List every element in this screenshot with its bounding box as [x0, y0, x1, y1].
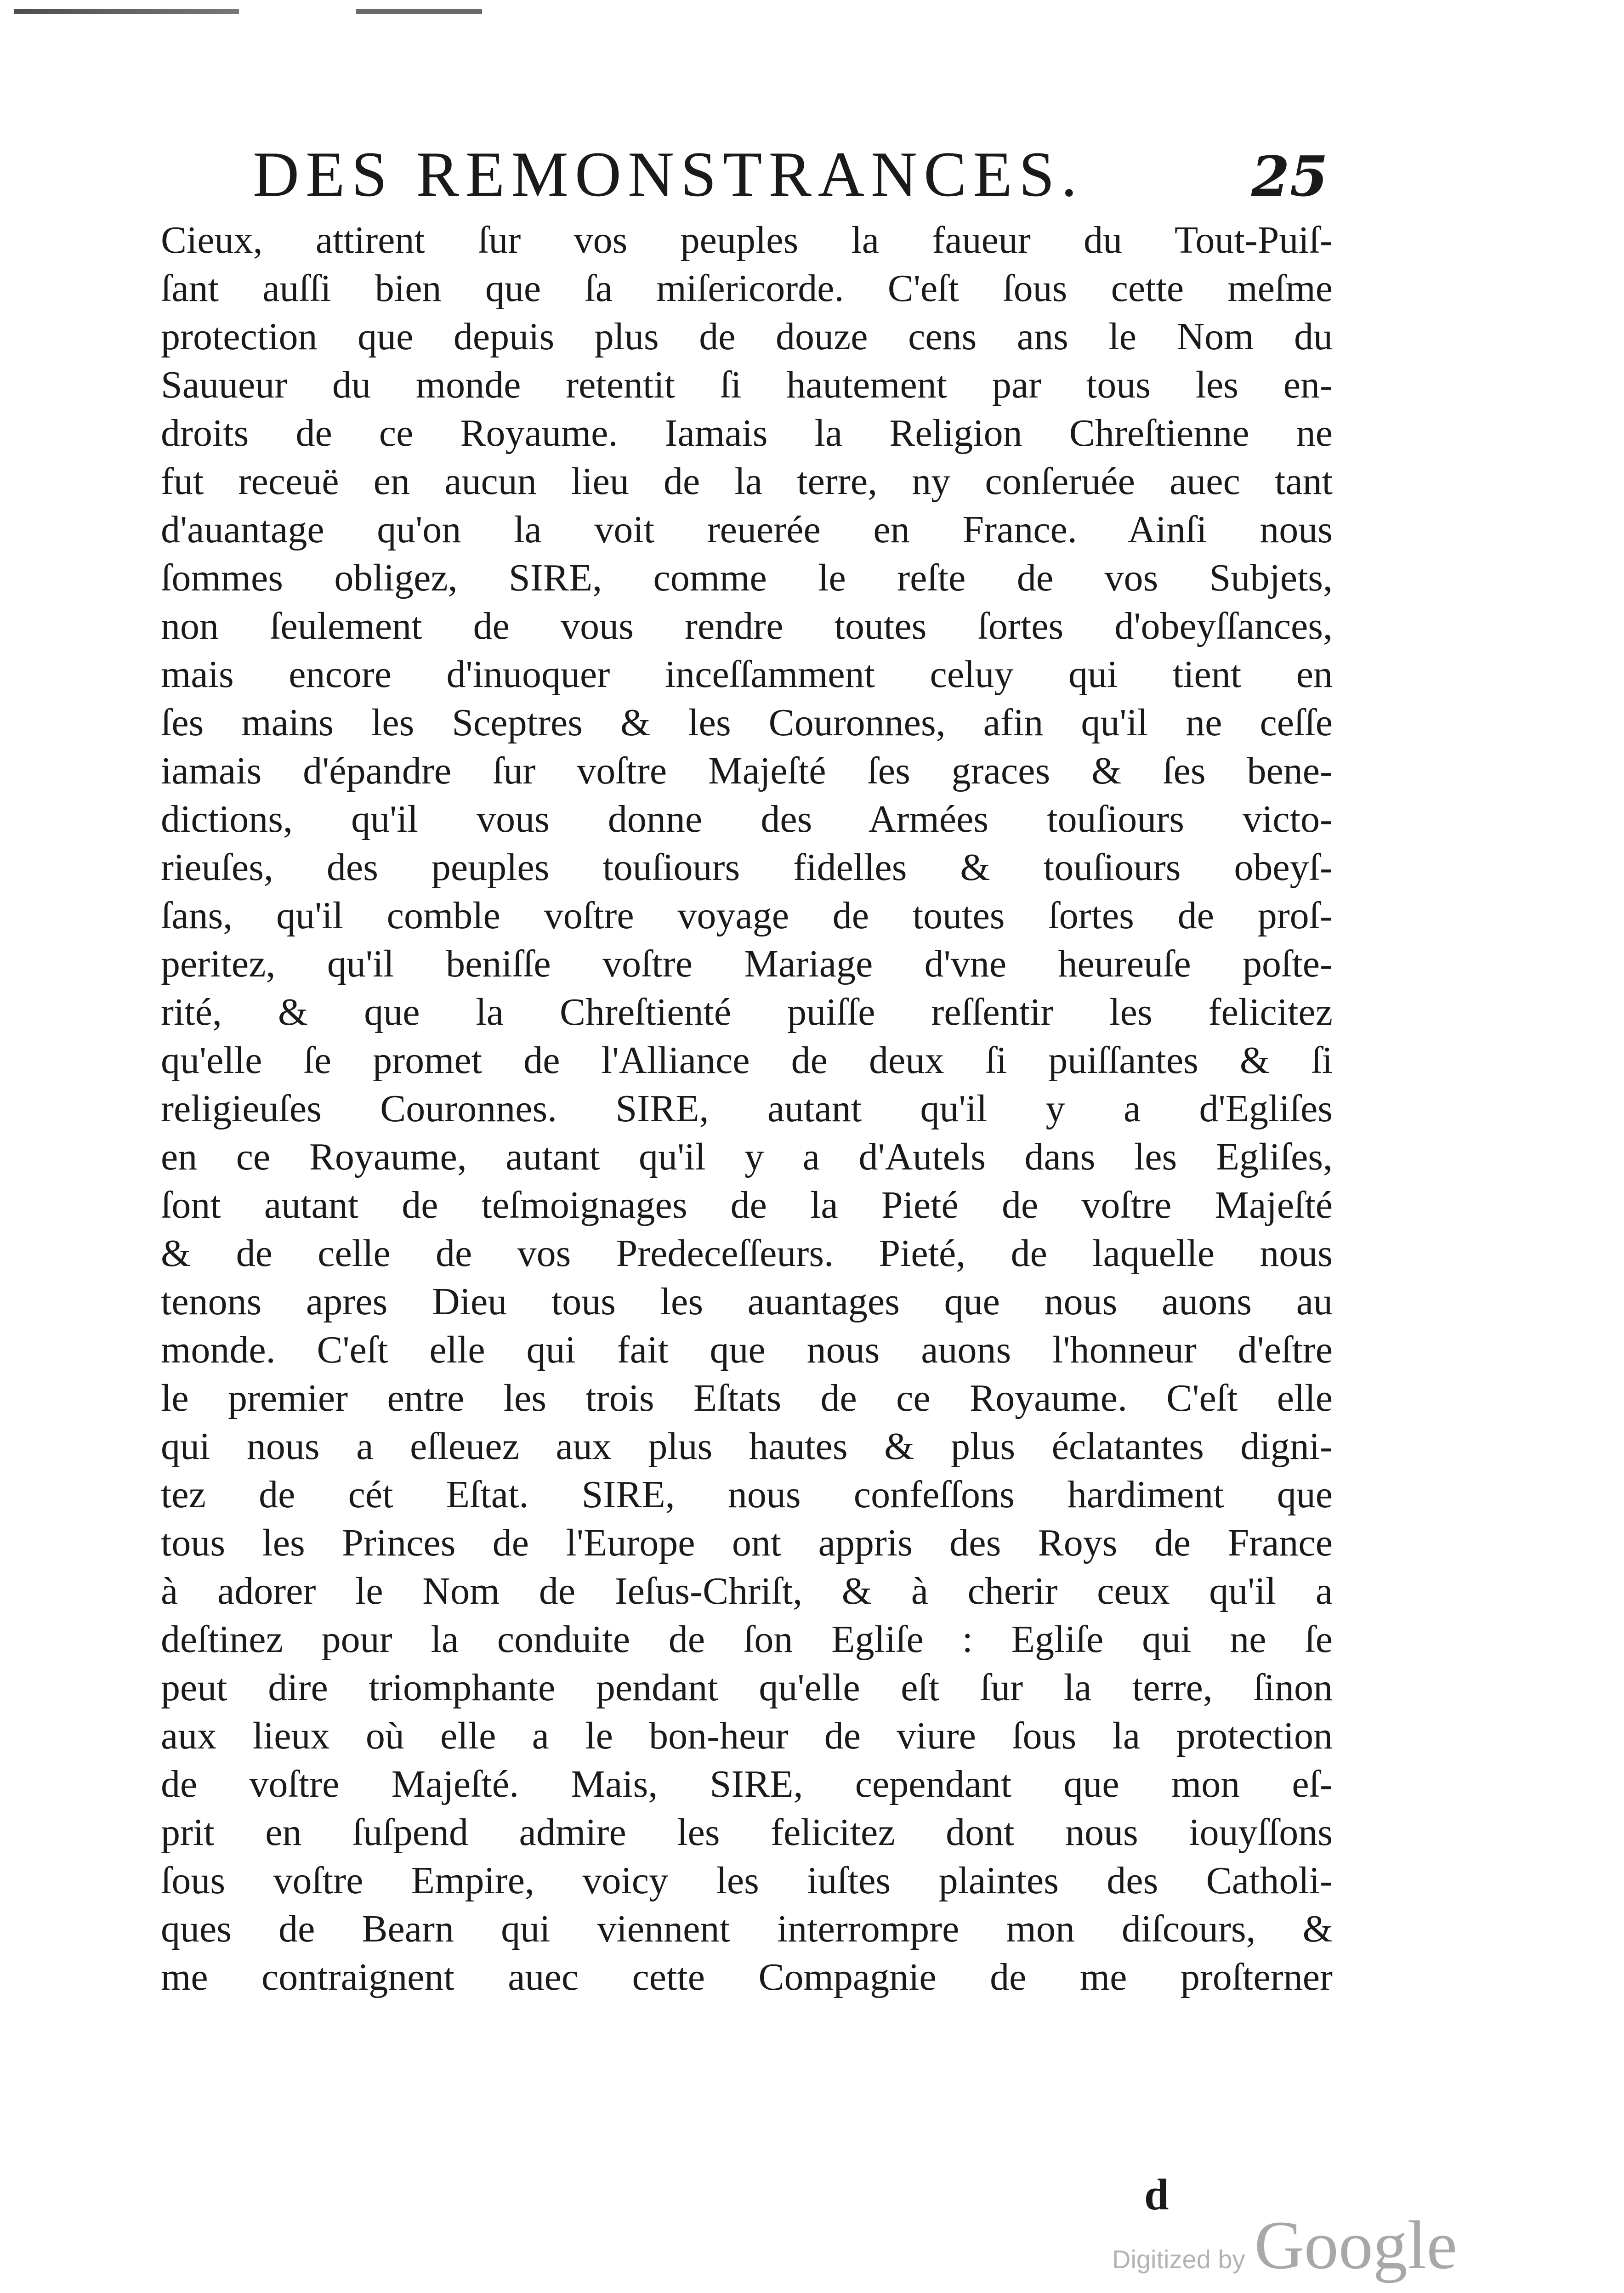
- text-line: Sauueur du monde retentit ſi hautement par tous les en-: [161, 363, 1333, 406]
- running-head-title: DES REMONSTRANCES.: [253, 139, 1084, 210]
- text-line: protection que depuis plus de douze cens ans le Nom du: [161, 315, 1333, 358]
- page-top-edge: [14, 9, 914, 14]
- text-line: deſtinez pour la conduite de ſon Egliſe : Egliſe qui ne ſe: [161, 1618, 1333, 1661]
- text-line: aux lieux où elle a le bon-heur de viure ſous la protection: [161, 1714, 1333, 1757]
- text-line: ſous voſtre Empire, voicy les iuſtes plaintes des Catholi-: [161, 1859, 1333, 1902]
- watermark-prefix: Digitized by: [1112, 2245, 1245, 2274]
- text-line: peritez, qu'il beniſſe voſtre Mariage d'vne heureuſe poſte-: [161, 942, 1333, 985]
- text-line: peut dire triomphante pendant qu'elle eſt ſur la terre, ſinon: [161, 1666, 1333, 1709]
- text-line: Cieux, attirent ſur vos peuples la faueur du Tout-Puiſ-: [161, 219, 1333, 261]
- text-line: tez de cét Eſtat. SIRE, nous confeſſons hardiment que: [161, 1473, 1333, 1516]
- text-line: ſont autant de teſmoignages de la Pieté de voſtre Majeſté: [161, 1184, 1333, 1226]
- text-line: rité, & que la Chreſtienté puiſſe reſſentir les felicitez: [161, 991, 1333, 1033]
- text-line: iamais d'épandre ſur voſtre Majeſté ſes graces & ſes bene-: [161, 749, 1333, 792]
- text-line: qu'elle ſe promet de l'Alliance de deux ſi puiſſantes & ſi: [161, 1039, 1333, 1082]
- signature-mark: d: [1144, 2170, 1169, 2219]
- text-line: monde. C'eſt elle qui fait que nous auons l'honneur d'eſtre: [161, 1328, 1333, 1371]
- text-line: en ce Royaume, autant qu'il y a d'Autels dans les Egliſes,: [161, 1135, 1333, 1178]
- text-line: d'auantage qu'on la voit reuerée en France. Ainſi nous: [161, 508, 1333, 551]
- text-line: tenons apres Dieu tous les auantages que nous auons au: [161, 1280, 1333, 1323]
- text-line: ſes mains les Sceptres & les Couronnes, afin qu'il ne ceſſe: [161, 701, 1333, 744]
- book-page: [161, 138, 1333, 2001]
- text-line: dictions, qu'il vous donne des Armées touſiours victo-: [161, 798, 1333, 840]
- text-line: ſans, qu'il comble voſtre voyage de toutes ſortes de proſ-: [161, 894, 1333, 937]
- text-line: ques de Bearn qui viennent interrompre mon diſcours, &: [161, 1907, 1333, 1950]
- text-line: qui nous a eſleuez aux plus hautes & plus éclatantes digni-: [161, 1425, 1333, 1468]
- page-number: 25: [1251, 144, 1328, 209]
- text-line: non ſeulement de vous rendre toutes ſortes d'obeyſſances,: [161, 605, 1333, 647]
- text-line: fut receuë en aucun lieu de la terre, ny conſeruée auec tant: [161, 460, 1333, 503]
- text-line: à adorer le Nom de Ieſus-Chriſt, & à cherir ceux qu'il a: [161, 1570, 1333, 1612]
- text-line: mais encore d'inuoquer inceſſamment celuy qui tient en: [161, 653, 1333, 696]
- text-line: droits de ce Royaume. Iamais la Religion Chreſtienne ne: [161, 412, 1333, 454]
- text-line: & de celle de vos Predeceſſeurs. Pieté, de laquelle nous: [161, 1232, 1333, 1275]
- text-line: tous les Princes de l'Europe ont appris des Roys de France: [161, 1521, 1333, 1564]
- text-line: ſant auſſi bien que ſa miſericorde. C'eſt ſous cette meſme: [161, 267, 1333, 310]
- text-line: le premier entre les trois Eſtats de ce Royaume. C'eſt elle: [161, 1377, 1333, 1419]
- digitized-watermark: [1112, 2206, 1457, 2285]
- text-line: prit en ſuſpend admire les felicitez dont nous iouyſſons: [161, 1811, 1333, 1854]
- text-line: ſommes obligez, SIRE, comme le reſte de vos Subjets,: [161, 556, 1333, 599]
- watermark-brand-logo: Google: [1254, 2207, 1458, 2283]
- text-line: rieuſes, des peuples touſiours fidelles & touſiours obeyſ-: [161, 846, 1333, 889]
- text-line: de voſtre Majeſté. Mais, SIRE, cependant que mon eſ-: [161, 1763, 1333, 1805]
- body-text: [161, 216, 1333, 2001]
- text-line: me contraignent auec cette Compagnie de me proſterner: [161, 1956, 1333, 1998]
- running-head: [161, 138, 1333, 211]
- text-line: religieuſes Couronnes. SIRE, autant qu'il y a d'Egliſes: [161, 1087, 1333, 1130]
